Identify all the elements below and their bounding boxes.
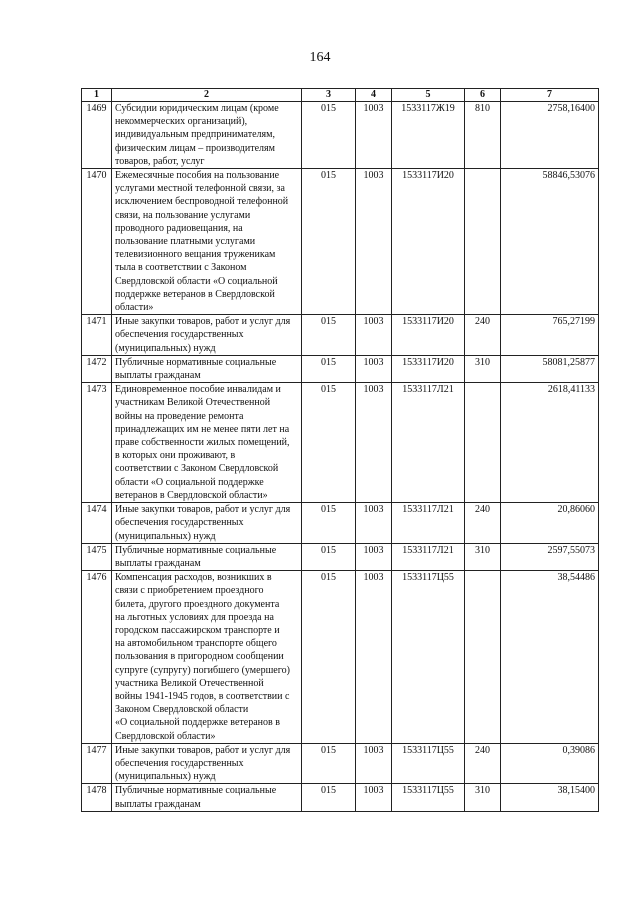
description-line: Компенсация расходов, возникших в <box>115 572 272 584</box>
row-target-code: 1533117Л21 <box>392 383 465 503</box>
row-description <box>112 571 302 744</box>
row-ministry-code: 015 <box>302 169 356 315</box>
description-line: обеспечения государственных <box>115 517 244 529</box>
row-section-code: 1003 <box>356 571 392 744</box>
row-target-code: 1533117Ж19 <box>392 102 465 169</box>
description-line: Свердловской области» <box>115 730 216 742</box>
row-description <box>112 784 302 811</box>
description-line: тыла в соответствии с Законом <box>115 262 247 274</box>
row-description <box>112 503 302 544</box>
row-amount: 765,27199 <box>501 315 599 356</box>
table-row <box>82 503 599 544</box>
row-expense-type <box>465 169 501 315</box>
description-line: Свердловской области «О социальной <box>115 275 278 287</box>
description-line: Иные закупки товаров, работ и услуг для <box>115 504 291 516</box>
row-section-code: 1003 <box>356 503 392 544</box>
row-ministry-code: 015 <box>302 571 356 744</box>
row-amount: 20,86060 <box>501 503 599 544</box>
description-line: услугами местной телефонной связи, за <box>115 183 285 195</box>
row-ministry-code: 015 <box>302 355 356 382</box>
description-line: выплаты гражданам <box>115 798 201 810</box>
column-header: 2 <box>112 89 302 102</box>
description-line: в которых они проживают, в <box>115 450 236 462</box>
row-number: 1474 <box>82 503 112 544</box>
row-expense-type: 240 <box>465 743 501 784</box>
row-description <box>112 543 302 570</box>
description-line: (муниципальных) нужд <box>115 771 216 783</box>
row-target-code: 1533117Л21 <box>392 503 465 544</box>
row-description <box>112 383 302 503</box>
row-description <box>112 355 302 382</box>
row-section-code: 1003 <box>356 102 392 169</box>
description-line: супруге (супругу) погибшего (умершего) <box>115 664 290 676</box>
row-expense-type: 240 <box>465 315 501 356</box>
row-amount: 58846,53076 <box>501 169 599 315</box>
row-amount: 2618,41133 <box>501 383 599 503</box>
description-line: ветеранов в Свердловской области» <box>115 489 268 501</box>
description-line: принадлежащих им не менее пяти лет на <box>115 423 290 435</box>
row-section-code: 1003 <box>356 743 392 784</box>
table-row <box>82 169 599 315</box>
budget-table <box>81 88 599 812</box>
description-line: пользования в пригородном сообщении <box>115 651 284 663</box>
description-line: обеспечения государственных <box>115 757 244 769</box>
description-line: товаров, работ, услуг <box>115 155 205 167</box>
description-line: пользование платными услугами <box>115 236 256 248</box>
row-amount: 38,15400 <box>501 784 599 811</box>
row-expense-type <box>465 383 501 503</box>
table-row <box>82 571 599 744</box>
row-description <box>112 102 302 169</box>
description-line: обеспечения государственных <box>115 329 244 341</box>
row-number: 1471 <box>82 315 112 356</box>
description-line: физическим лицам – производителям <box>115 142 275 154</box>
row-amount: 2597,55073 <box>501 543 599 570</box>
description-line: войны 1941-1945 годов, в соответствии с <box>115 690 290 702</box>
row-ministry-code: 015 <box>302 503 356 544</box>
description-line: (муниципальных) нужд <box>115 342 216 354</box>
row-number: 1478 <box>82 784 112 811</box>
row-amount: 58081,25877 <box>501 355 599 382</box>
description-line: Ежемесячные пособия на пользование <box>115 170 280 182</box>
row-number: 1476 <box>82 571 112 744</box>
table-row <box>82 383 599 503</box>
description-line: выплаты гражданам <box>115 557 201 569</box>
description-line: войны на проведение ремонта <box>115 410 244 422</box>
description-line: связи, на пользование услугами <box>115 209 251 221</box>
description-line: Публичные нормативные социальные <box>115 544 277 556</box>
row-number: 1473 <box>82 383 112 503</box>
description-line: связи с приобретением проездного <box>115 585 264 597</box>
row-target-code: 1533117Ц55 <box>392 743 465 784</box>
description-line: на автомобильном транспорте общего <box>115 638 277 650</box>
row-expense-type: 310 <box>465 355 501 382</box>
description-line: проводного радиовещания, на <box>115 222 243 234</box>
row-target-code: 1533117И20 <box>392 169 465 315</box>
description-line: Иные закупки товаров, работ и услуг для <box>115 316 291 328</box>
row-section-code: 1003 <box>356 784 392 811</box>
description-line: Публичные нормативные социальные <box>115 785 277 797</box>
row-section-code: 1003 <box>356 543 392 570</box>
column-header: 5 <box>392 89 465 102</box>
header-row <box>82 89 599 102</box>
row-amount: 0,39086 <box>501 743 599 784</box>
row-target-code: 1533117Л21 <box>392 543 465 570</box>
description-line: «О социальной поддержке ветеранов в <box>115 717 280 729</box>
row-ministry-code: 015 <box>302 383 356 503</box>
page-number: 164 <box>309 50 331 65</box>
row-ministry-code: 015 <box>302 102 356 169</box>
row-target-code: 1533117Ц55 <box>392 784 465 811</box>
description-line: (муниципальных) нужд <box>115 530 216 542</box>
description-line: области «О социальной поддержке <box>115 476 264 488</box>
row-ministry-code: 015 <box>302 543 356 570</box>
row-target-code: 1533117И20 <box>392 355 465 382</box>
description-line: Законом Свердловской области <box>115 704 249 716</box>
row-expense-type: 310 <box>465 543 501 570</box>
description-line: исключением беспроводной телефонной <box>115 196 289 208</box>
row-amount: 2758,16400 <box>501 102 599 169</box>
description-line: поддержке ветеранов в Свердловской <box>115 288 275 300</box>
row-expense-type <box>465 571 501 744</box>
description-line: области» <box>115 302 154 314</box>
row-number: 1477 <box>82 743 112 784</box>
description-line: выплаты гражданам <box>115 370 201 382</box>
row-ministry-code: 015 <box>302 315 356 356</box>
description-line: некоммерческих организаций), <box>115 116 248 128</box>
row-description <box>112 743 302 784</box>
description-line: Иные закупки товаров, работ и услуг для <box>115 744 291 756</box>
table-row <box>82 743 599 784</box>
row-amount: 38,54486 <box>501 571 599 744</box>
table-row <box>82 315 599 356</box>
row-section-code: 1003 <box>356 315 392 356</box>
row-section-code: 1003 <box>356 169 392 315</box>
description-line: билета, другого проездного документа <box>115 598 280 610</box>
row-description <box>112 169 302 315</box>
row-expense-type: 810 <box>465 102 501 169</box>
description-line: Публичные нормативные социальные <box>115 356 277 368</box>
column-header: 4 <box>356 89 392 102</box>
table-row <box>82 355 599 382</box>
row-number: 1470 <box>82 169 112 315</box>
column-header: 6 <box>465 89 501 102</box>
description-line: участникам Великой Отечественной <box>115 397 271 409</box>
row-number: 1472 <box>82 355 112 382</box>
row-description <box>112 315 302 356</box>
row-number: 1475 <box>82 543 112 570</box>
description-line: праве собственности жилых помещений, <box>115 437 290 449</box>
description-line: соответствии с Законом Свердловской <box>115 463 279 475</box>
table-row <box>82 102 599 169</box>
row-number: 1469 <box>82 102 112 169</box>
description-line: индивидуальным предпринимателям, <box>115 129 275 141</box>
row-section-code: 1003 <box>356 383 392 503</box>
row-expense-type: 310 <box>465 784 501 811</box>
description-line: Единовременное пособие инвалидам и <box>115 384 281 396</box>
description-line: Субсидии юридическим лицам (кроме <box>115 103 279 114</box>
column-header: 1 <box>82 89 112 102</box>
description-line: городском пассажирском транспорте и <box>115 624 280 636</box>
column-header: 3 <box>302 89 356 102</box>
table-row <box>82 543 599 570</box>
row-target-code: 1533117И20 <box>392 315 465 356</box>
row-ministry-code: 015 <box>302 743 356 784</box>
row-ministry-code: 015 <box>302 784 356 811</box>
description-line: на льготных условиях для проезда на <box>115 611 274 623</box>
row-expense-type: 240 <box>465 503 501 544</box>
row-target-code: 1533117Ц55 <box>392 571 465 744</box>
column-header: 7 <box>501 89 599 102</box>
description-line: телевизионного вещания труженикам <box>115 249 276 261</box>
table-row <box>82 784 599 811</box>
row-section-code: 1003 <box>356 355 392 382</box>
description-line: участника Великой Отечественной <box>115 677 264 689</box>
